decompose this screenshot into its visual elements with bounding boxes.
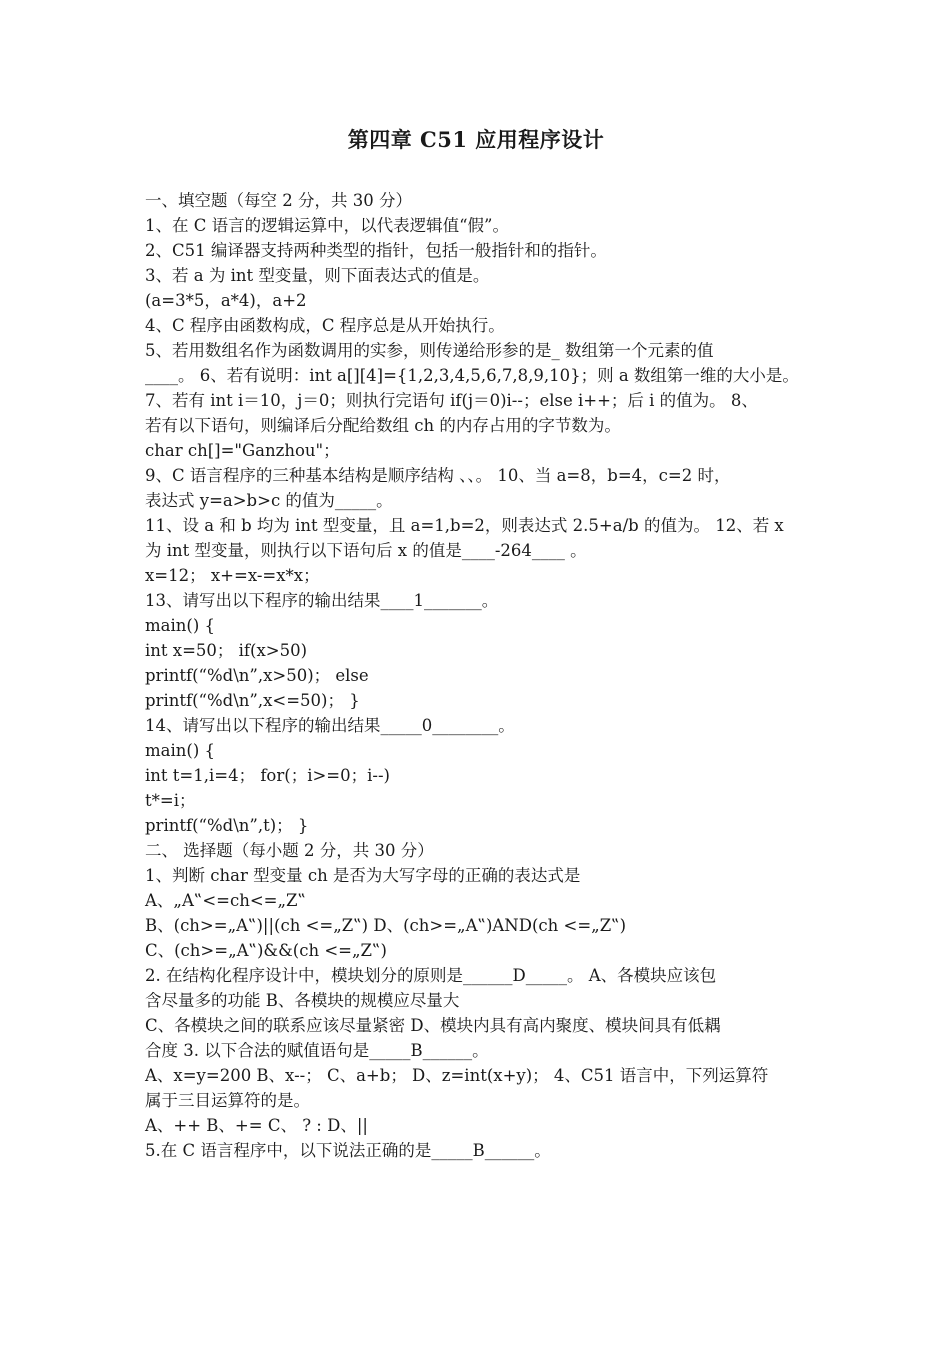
code-line: printf(“%d\n”,x<=50)； } (145, 691, 360, 710)
question-line: 若有以下语句，则编译后分配给数组 ch 的内存占用的字节数为。 (145, 416, 621, 435)
code-line: printf(“%d\n”,t)； } (145, 816, 309, 835)
option-line: C、各模块之间的联系应该尽量紧密 D、模块内具有高内聚度、模块间具有低耦 (145, 1016, 721, 1035)
document-body (145, 188, 817, 1163)
code-line: x=12； x+=x-=x*x； (145, 566, 320, 585)
code-line: main() { (145, 741, 216, 760)
code-line: int t=1,i=4； for(；i>=0；i--) (145, 766, 390, 785)
code-line: t*=i； (145, 791, 196, 810)
question-line: 1、判断 char 型变量 ch 是否为大写字母的正确的表达式是 (145, 866, 581, 885)
question-line: ____。 6、若有说明：int a[][4]={1,2,3,4,5,6,7,8,9,10}；则 a 数组第一维的大小是。 (145, 366, 799, 385)
chapter-title: 第四章 C51 应用程序设计 (347, 127, 605, 152)
question-line: 3、若 a 为 int 型变量，则下面表达式的值是。 (145, 266, 490, 285)
code-line: main() { (145, 616, 216, 635)
question-line: 合度 3. 以下合法的赋值语句是_____B______。 (145, 1041, 489, 1060)
question-line: 表达式 y=a>b>c 的值为_____。 (145, 491, 393, 510)
question-line: 2、C51 编译器支持两种类型的指针，包括一般指针和的指针。 (145, 241, 607, 260)
question-line: 7、若有 int i＝10，j＝0；则执行完语句 if(j＝0)i--；else i++；后 i 的值为。 8、 (145, 391, 758, 410)
code-line: printf(“%d\n”,x>50)； else (145, 666, 369, 685)
question-line: 属于三目运算符的是。 (145, 1091, 310, 1110)
code-line: (a=3*5，a*4)，a+2 (145, 291, 307, 310)
question-line: 13、请写出以下程序的输出结果____1_______。 (145, 591, 499, 610)
code-line: int x=50； if(x>50) (145, 641, 308, 660)
option-line: A、„A‟<=ch<=„Z‟ (145, 891, 306, 910)
question-line: 11、设 a 和 b 均为 int 型变量，且 a=1,b=2，则表达式 2.5+a/b 的值为。 12、若 x (145, 516, 784, 535)
question-line: 5、若用数组名作为函数调用的实参，则传递给形参的是_ 数组第一个元素的值 (145, 341, 714, 360)
option-line: A、++ B、+= C、 ? : D、|| (145, 1116, 368, 1135)
question-line: 2. 在结构化程序设计中，模块划分的原则是______D_____。 A、各模块应该包 (145, 966, 717, 985)
question-line: 4、C 程序由函数构成，C 程序总是从开始执行。 (145, 316, 505, 335)
option-line: C、(ch>=„A‟)&&(ch <=„Z‟) (145, 941, 387, 960)
option-line: B、(ch>=„A‟)||(ch <=„Z‟) D、(ch>=„A‟)AND(ch <=„Z‟) (145, 916, 627, 935)
option-line: 含尽量多的功能 B、各模块的规模应尽量大 (145, 991, 460, 1010)
question-line: 14、请写出以下程序的输出结果_____0________。 (145, 716, 515, 735)
code-line: char ch[]="Ganzhou"； (145, 441, 340, 460)
question-line: 5.在 C 语言程序中，以下说法正确的是_____B______。 (145, 1141, 551, 1160)
question-line: 1、在 C 语言的逻辑运算中，以代表逻辑值“假”。 (145, 216, 509, 235)
question-line: 为 int 型变量，则执行以下语句后 x 的值是____-264____ 。 (145, 541, 587, 560)
option-line: A、x=y=200 B、x--； C、a+b； D、z=int(x+y)； 4、C51 语言中，下列运算符 (145, 1066, 769, 1085)
question-line: 9、C 语言程序的三种基本结构是顺序结构 、、。 10、当 a=8，b=4，c=2 时， (145, 466, 731, 485)
section-heading-fill-blank: 一、填空题（每空 2 分，共 30 分） (145, 191, 412, 210)
section-heading-multiple-choice: 二、 选择题（每小题 2 分，共 30 分） (145, 841, 434, 860)
